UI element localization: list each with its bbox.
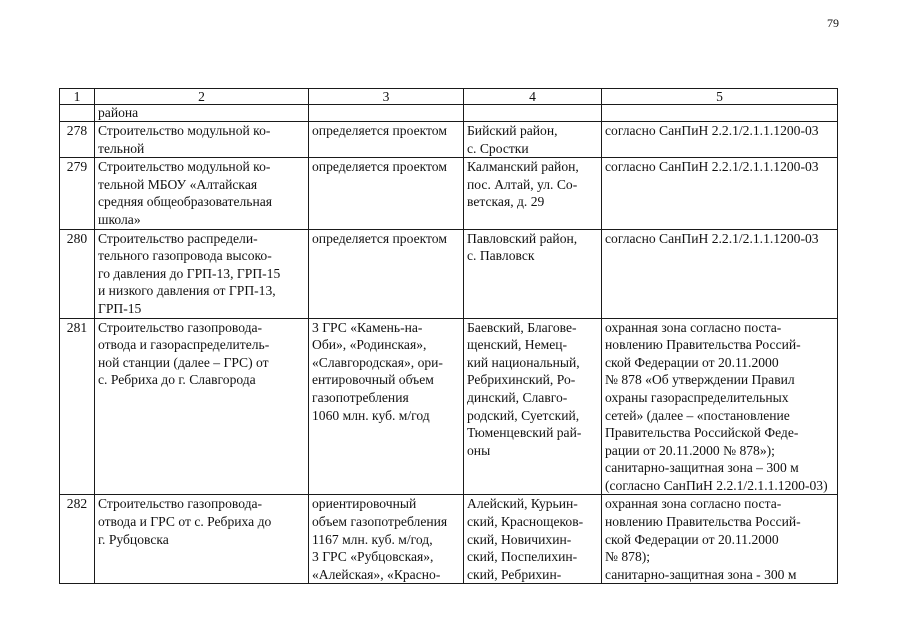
- cell-line: определяется проектом: [312, 159, 447, 175]
- cell-line: санитарно-защитная зона – 300 м: [605, 460, 799, 476]
- continuation-empty-5: [602, 105, 838, 122]
- parameters-cell: [309, 158, 464, 229]
- cell-line: Строительство модульной ко-: [98, 123, 271, 138]
- cell-line: г. Рубцовска: [98, 531, 169, 547]
- continuation-empty-3: [309, 105, 464, 122]
- cell-line: го давления до ГРП-13, ГРП-15: [98, 265, 281, 281]
- cell-line: Строительство газопровода-: [98, 319, 263, 335]
- cell-line: щенский, Немец-: [467, 337, 568, 353]
- location-cell: [464, 229, 602, 318]
- cell-line: отвода и ГРС от с. Ребриха до: [98, 514, 272, 530]
- cell-line: Строительство модульной ко-: [98, 159, 271, 175]
- cell-line: тельной: [98, 140, 145, 156]
- cell-line: пос. Алтай, ул. Со-: [467, 176, 578, 192]
- cell-line: 3 ГРС «Камень-на-: [312, 319, 423, 335]
- cell-line: Баевский, Благове-: [467, 319, 577, 335]
- cell-line: ветская, д. 29: [467, 194, 545, 210]
- cell-line: (согласно СанПиН 2.2.1/2.1.1.1200-03): [605, 477, 828, 493]
- table-row: [60, 122, 838, 158]
- cell-line: родский, Суетский,: [467, 407, 580, 423]
- cell-line: санитарно-защитная зона - 300 м: [605, 566, 797, 582]
- location-cell: [464, 318, 602, 495]
- cell-line: ской Федерации от 20.11.2000: [605, 531, 779, 547]
- cell-line: объем газопотребления: [312, 514, 448, 530]
- object-name-cell: [95, 122, 309, 158]
- cell-line: средняя общеобразовательная: [98, 194, 273, 210]
- cell-line: Калманский район,: [467, 159, 579, 175]
- cell-line: новлению Правительства Россий-: [605, 337, 801, 353]
- header-col-3: 3: [309, 89, 464, 105]
- row-number: 278: [60, 122, 95, 158]
- page-number: 79: [827, 16, 839, 30]
- cell-line: с. Сростки: [467, 140, 529, 156]
- parameters-cell: [309, 122, 464, 158]
- cell-line: с. Павловск: [467, 248, 535, 264]
- continuation-num: [60, 105, 95, 122]
- continuation-text: района: [95, 105, 309, 122]
- table-row: [60, 158, 838, 229]
- cell-line: ГРП-15: [98, 300, 142, 316]
- parameters-cell: [309, 495, 464, 584]
- cell-line: Строительство распредели-: [98, 230, 258, 246]
- row-number: 281: [60, 318, 95, 495]
- cell-line: 1167 млн. куб. м/год,: [312, 531, 433, 547]
- location-cell: [464, 495, 602, 584]
- cell-line: ной станции (далее – ГРС) от: [98, 354, 269, 370]
- cell-line: «Алейская», «Красно-: [312, 566, 441, 582]
- cell-line: согласно СанПиН 2.2.1/2.1.1.1200-03: [605, 159, 819, 175]
- header-col-2: 2: [95, 89, 309, 105]
- table-row: [60, 229, 838, 318]
- cell-line: и низкого давления от ГРП-13,: [98, 283, 276, 299]
- cell-line: ентировочный объем: [312, 372, 434, 388]
- zone-cell: [602, 158, 838, 229]
- cell-line: ский, Поспелихин-: [467, 549, 578, 565]
- cell-line: «Славгородская», ори-: [312, 354, 443, 370]
- cell-line: Оби», «Родинская»,: [312, 337, 427, 353]
- cell-line: рации от 20.11.2000 № 878»);: [605, 442, 775, 458]
- zone-cell: [602, 122, 838, 158]
- cell-line: ской Федерации от 20.11.2000: [605, 354, 779, 370]
- object-name-cell: [95, 318, 309, 495]
- object-name-cell: [95, 158, 309, 229]
- cell-line: охраны газораспределительных: [605, 389, 789, 405]
- header-row: [60, 89, 838, 105]
- table-row: [60, 318, 838, 495]
- location-cell: [464, 122, 602, 158]
- cell-line: Алейский, Курьин-: [467, 496, 578, 512]
- cell-line: № 878);: [605, 549, 651, 565]
- object-name-cell: [95, 229, 309, 318]
- cell-line: согласно СанПиН 2.2.1/2.1.1.1200-03: [605, 123, 819, 138]
- header-col-1: 1: [60, 89, 95, 105]
- cell-line: Павловский район,: [467, 230, 578, 246]
- cell-line: охранная зона согласно поста-: [605, 496, 782, 512]
- row-number: 280: [60, 229, 95, 318]
- zone-cell: [602, 495, 838, 584]
- cell-line: ский, Краснощеков-: [467, 514, 584, 530]
- cell-line: тельной МБОУ «Алтайская: [98, 176, 258, 192]
- cell-line: с. Ребриха до г. Славгорода: [98, 372, 256, 388]
- header-col-5: 5: [602, 89, 838, 105]
- cell-line: газопотребления: [312, 389, 409, 405]
- cell-line: охранная зона согласно поста-: [605, 319, 782, 335]
- cell-line: школа»: [98, 211, 141, 227]
- continuation-row: [60, 105, 838, 122]
- table-row: [60, 495, 838, 584]
- row-number: 279: [60, 158, 95, 229]
- cell-line: ориентировочный: [312, 496, 417, 512]
- parameters-cell: [309, 229, 464, 318]
- cell-line: Правительства Российской Феде-: [605, 425, 799, 441]
- parameters-cell: [309, 318, 464, 495]
- header-col-4: 4: [464, 89, 602, 105]
- cell-line: динский, Славго-: [467, 389, 568, 405]
- location-cell: [464, 158, 602, 229]
- cell-line: ский, Ребрихин-: [467, 566, 562, 582]
- row-number: 282: [60, 495, 95, 584]
- cell-line: тельного газопровода высоко-: [98, 248, 272, 264]
- cell-line: новлению Правительства Россий-: [605, 514, 801, 530]
- cell-line: Бийский район,: [467, 123, 558, 138]
- cell-line: Тюменцевский рай-: [467, 425, 582, 441]
- cell-line: ский, Новичихин-: [467, 531, 572, 547]
- cell-line: кий национальный,: [467, 354, 580, 370]
- cell-line: № 878 «Об утверждении Правил: [605, 372, 795, 388]
- zone-cell: [602, 318, 838, 495]
- cell-line: определяется проектом: [312, 230, 447, 246]
- cell-line: отвода и газораспределитель-: [98, 337, 270, 353]
- cell-line: сетей» (далее – «постановление: [605, 407, 790, 423]
- cell-line: Строительство газопровода-: [98, 496, 263, 512]
- cell-line: определяется проектом: [312, 123, 447, 138]
- cell-line: Ребрихинский, Ро-: [467, 372, 576, 388]
- cell-line: 1060 млн. куб. м/год: [312, 407, 430, 423]
- continuation-empty-4: [464, 105, 602, 122]
- zone-cell: [602, 229, 838, 318]
- document-table: [59, 88, 838, 584]
- object-name-cell: [95, 495, 309, 584]
- cell-line: согласно СанПиН 2.2.1/2.1.1.1200-03: [605, 230, 819, 246]
- cell-line: 3 ГРС «Рубцовская»,: [312, 549, 434, 565]
- cell-line: оны: [467, 442, 491, 458]
